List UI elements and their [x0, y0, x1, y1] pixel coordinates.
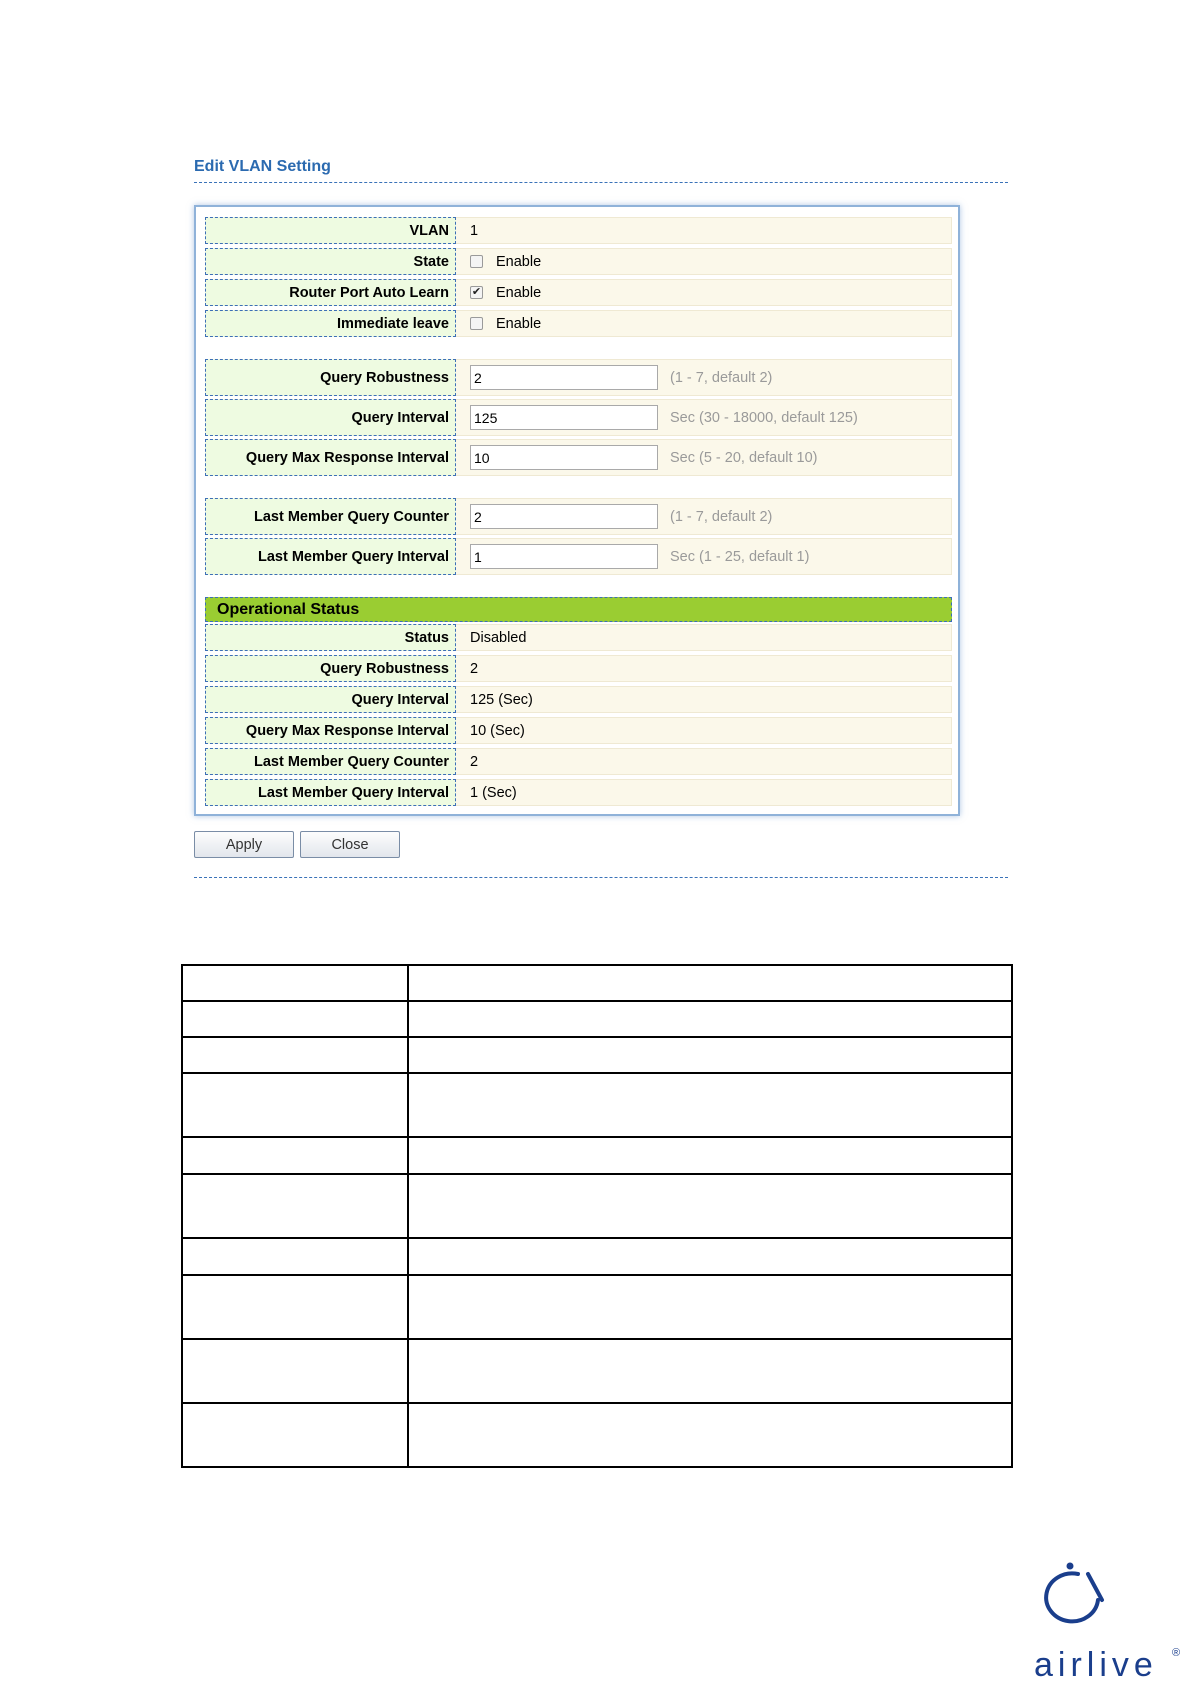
airlive-logo	[1030, 1562, 1190, 1682]
op-query-robustness-label: Query Robustness	[205, 655, 456, 682]
state-row	[205, 248, 952, 275]
query-robustness-hint: (1 - 7, default 2)	[670, 369, 773, 386]
last-member-counter-row	[205, 498, 952, 535]
op-last-member-counter-row	[205, 748, 952, 775]
vlan-row	[205, 217, 952, 244]
table-cell	[408, 965, 1012, 1001]
query-max-response-row	[205, 439, 952, 476]
vlan-value: 1	[470, 222, 479, 239]
op-last-member-counter-label: Last Member Query Counter	[205, 748, 456, 775]
router-port-auto-learn-checkbox[interactable]	[470, 286, 483, 299]
query-interval-input[interactable]	[470, 405, 658, 430]
table-row	[182, 1403, 1012, 1467]
query-robustness-input[interactable]	[470, 365, 658, 390]
table-cell	[182, 1403, 408, 1467]
table-row	[182, 1001, 1012, 1037]
op-last-member-interval-label: Last Member Query Interval	[205, 779, 456, 806]
op-query-interval-row	[205, 686, 952, 713]
table-row	[182, 1339, 1012, 1403]
title-divider	[194, 182, 1008, 183]
table-cell	[182, 1073, 408, 1137]
last-member-interval-row	[205, 538, 952, 575]
table-cell	[408, 1339, 1012, 1403]
op-query-interval-value: 125 (Sec)	[470, 691, 533, 708]
table-cell	[182, 1001, 408, 1037]
op-query-max-response-row	[205, 717, 952, 744]
checkmark-icon: ✔	[471, 286, 482, 298]
state-enable-label: Enable	[496, 253, 542, 270]
op-query-robustness-row	[205, 655, 952, 682]
table-cell	[408, 1037, 1012, 1073]
router-port-auto-learn-enable-label: Enable	[496, 284, 542, 301]
table-row	[182, 965, 1012, 1001]
table-cell	[408, 1275, 1012, 1339]
query-interval-label: Query Interval	[205, 399, 456, 436]
table-row	[182, 1037, 1012, 1073]
logo-mark-icon	[1046, 1563, 1102, 1622]
query-max-response-hint: Sec (5 - 20, default 10)	[670, 449, 818, 466]
query-interval-row	[205, 399, 952, 436]
last-member-counter-label: Last Member Query Counter	[205, 498, 456, 535]
query-max-response-label: Query Max Response Interval	[205, 439, 456, 476]
router-port-auto-learn-row	[205, 279, 952, 306]
apply-button[interactable]: Apply	[194, 831, 294, 858]
table-cell	[182, 1238, 408, 1275]
table-cell	[408, 1001, 1012, 1037]
table-row	[182, 1073, 1012, 1137]
state-label: State	[205, 248, 456, 275]
op-query-max-response-label: Query Max Response Interval	[205, 717, 456, 744]
op-query-max-response-value: 10 (Sec)	[470, 722, 525, 739]
table-cell	[182, 965, 408, 1001]
table-row	[182, 1174, 1012, 1238]
edit-vlan-panel	[194, 205, 960, 816]
table-row	[182, 1275, 1012, 1339]
op-status-label: Status	[205, 624, 456, 651]
immediate-leave-row	[205, 310, 952, 337]
table-cell	[182, 1137, 408, 1174]
table-cell	[408, 1137, 1012, 1174]
table-cell	[408, 1403, 1012, 1467]
op-last-member-interval-row	[205, 779, 952, 806]
last-member-interval-hint: Sec (1 - 25, default 1)	[670, 548, 810, 565]
op-status-row	[205, 624, 952, 651]
description-table	[181, 964, 1013, 1468]
table-cell	[182, 1275, 408, 1339]
table-row	[182, 1137, 1012, 1174]
op-last-member-interval-value: 1 (Sec)	[470, 784, 517, 801]
op-status-value: Disabled	[470, 629, 527, 646]
query-max-response-input[interactable]	[470, 445, 658, 470]
query-robustness-row	[205, 359, 952, 396]
table-row	[182, 1238, 1012, 1275]
table-cell	[408, 1238, 1012, 1275]
immediate-leave-checkbox[interactable]	[470, 317, 483, 330]
table-cell	[182, 1037, 408, 1073]
logo-text: airlive	[1034, 1646, 1158, 1682]
table-cell	[408, 1073, 1012, 1137]
vlan-label: VLAN	[205, 217, 456, 244]
page-title: Edit VLAN Setting	[194, 158, 331, 175]
bottom-divider	[194, 877, 1008, 878]
table-cell	[408, 1174, 1012, 1238]
state-checkbox[interactable]	[470, 255, 483, 268]
last-member-interval-label: Last Member Query Interval	[205, 538, 456, 575]
query-robustness-label: Query Robustness	[205, 359, 456, 396]
close-button[interactable]: Close	[300, 831, 400, 858]
immediate-leave-label: Immediate leave	[205, 310, 456, 337]
last-member-counter-input[interactable]	[470, 504, 658, 529]
op-query-interval-label: Query Interval	[205, 686, 456, 713]
last-member-interval-input[interactable]	[470, 544, 658, 569]
query-interval-hint: Sec (30 - 18000, default 125)	[670, 409, 858, 426]
last-member-counter-hint: (1 - 7, default 2)	[670, 508, 773, 525]
router-port-auto-learn-label: Router Port Auto Learn	[205, 279, 456, 306]
op-last-member-counter-value: 2	[470, 753, 479, 770]
table-cell	[182, 1339, 408, 1403]
table-cell	[182, 1174, 408, 1238]
op-query-robustness-value: 2	[470, 660, 479, 677]
immediate-leave-enable-label: Enable	[496, 315, 542, 332]
operational-status-header: Operational Status	[205, 597, 952, 622]
registered-mark: ®	[1172, 1647, 1181, 1659]
